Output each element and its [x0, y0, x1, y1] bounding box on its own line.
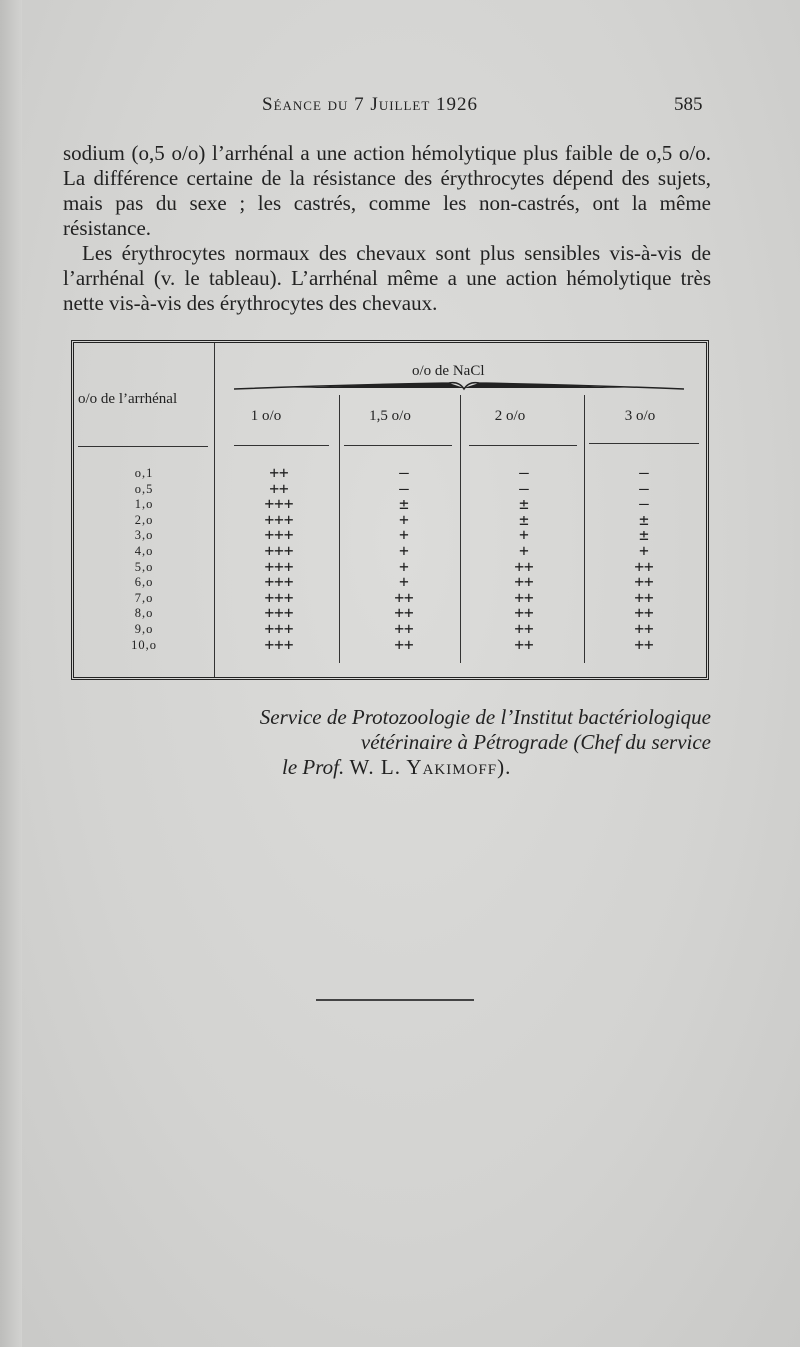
table-cell: +++: [264, 603, 294, 623]
signature-line: Service de Protozoologie de l’Institut bactériologique: [259, 705, 711, 729]
table-cell: +++: [264, 509, 294, 529]
table-cell: ++: [514, 634, 534, 654]
table-cell: —: [399, 478, 409, 498]
column-header: 1 o/o: [250, 408, 282, 424]
paragraph: Les érythrocytes normaux des chevaux sont plus sensibles vis-à-vis de l’arrhénal (v. le tableau). L’arrhénal même a une action hémolytique très nette vis-à-vis des érythrocytes des chevaux.: [63, 241, 711, 315]
row-value: 8,o: [134, 606, 154, 621]
table-cell: ++: [634, 556, 654, 576]
signature-line: vétérinaire à Pétrograde (Chef du service: [360, 730, 711, 754]
row-value: 2,o: [134, 512, 154, 527]
table-cell: +++: [264, 572, 294, 592]
table-cell: ++: [514, 603, 534, 623]
row-header-label: o/o de l’arrhénal: [78, 391, 178, 407]
column-divider: [584, 395, 585, 663]
row-value: 7,o: [134, 590, 154, 605]
table-cell: —: [639, 478, 649, 498]
table-cell: +: [639, 540, 649, 560]
page-number: 585: [674, 94, 703, 115]
column-header: 1,5 o/o: [369, 408, 411, 424]
table-cell: +: [399, 572, 409, 592]
row-value: 6,o: [134, 575, 154, 590]
row-value: o,1: [134, 466, 154, 480]
table-cell: ++: [634, 603, 654, 623]
column-divider: [460, 395, 461, 663]
table-cell: +++: [264, 587, 294, 607]
table-cell: ++: [394, 618, 414, 638]
table-cell: +++: [264, 540, 294, 560]
signature-suffix: ).: [497, 755, 512, 779]
column-cells-2: [354, 465, 454, 652]
column-header: 3 o/o: [624, 408, 656, 424]
table-cell: +++: [264, 618, 294, 638]
table-cell: ±: [519, 494, 529, 514]
signature-block: [63, 705, 711, 780]
column-divider: [339, 395, 340, 663]
table-cell: ±: [519, 509, 529, 529]
table-cell: ++: [394, 603, 414, 623]
table-cell: +++: [264, 525, 294, 545]
row-values: [104, 466, 184, 653]
row-value: 5,o: [134, 559, 154, 574]
table-cell: ++: [514, 618, 534, 638]
table-cell: +: [399, 509, 409, 529]
author-name: W. L. Yakimoff: [349, 755, 498, 779]
table-cell: +: [399, 525, 409, 545]
row-value: 9,o: [134, 621, 154, 636]
table-cell: +++: [264, 494, 294, 514]
row-value: 10,o: [131, 637, 157, 652]
end-rule: [316, 999, 474, 1001]
header-rule: [469, 445, 577, 446]
table-cell: ++: [514, 587, 534, 607]
table-cell: —: [519, 478, 529, 498]
column-cells-3: [474, 465, 574, 652]
page-header: [0, 94, 800, 124]
table-cell: —: [639, 463, 649, 482]
table-cell: ±: [399, 494, 409, 514]
table-cell: —: [639, 494, 649, 514]
table-cell: —: [519, 463, 529, 482]
table-cell: ++: [634, 572, 654, 592]
table-cell: +: [399, 540, 409, 560]
row-value: 1,o: [134, 497, 154, 512]
table-cell: ++: [634, 587, 654, 607]
table-cell: —: [399, 463, 409, 482]
signature-prefix: le Prof.: [282, 755, 345, 779]
row-value: 3,o: [134, 528, 154, 543]
table-cell: +++: [264, 634, 294, 654]
column-cells-4: [594, 465, 694, 652]
table-cell: +: [519, 540, 529, 560]
row-value: o,5: [134, 481, 154, 496]
results-table: [71, 340, 709, 680]
table-cell: +: [399, 556, 409, 576]
page-edge-shadow: [0, 0, 22, 1347]
column-cells-1: [229, 465, 329, 652]
table-cell: ±: [639, 525, 649, 545]
table-cell: +++: [264, 556, 294, 576]
table-cell: ++: [394, 634, 414, 654]
header-rule: [589, 443, 699, 444]
table-cell: ±: [639, 509, 649, 529]
running-head: Séance du 7 Juillet 1926: [262, 94, 479, 115]
table-cell: ++: [514, 572, 534, 592]
paragraph: sodium (o,5 o/o) l’arrhénal a une action hémolytique plus faible de o,5 o/o. La différence certaine de la résistance des érythrocytes dépend des sujets, mais pas du sexe ; les castrés, comme les non-castrés, ont la même résistance.: [63, 141, 711, 240]
body-text: [63, 141, 711, 316]
group-header-label: o/o de NaCl: [412, 363, 485, 379]
column-header: 2 o/o: [494, 408, 526, 424]
table-cell: ++: [514, 556, 534, 576]
table-cell: ++: [634, 634, 654, 654]
group-header-brace: [234, 381, 684, 397]
table-cell: +: [519, 525, 529, 545]
row-value: 4,o: [134, 543, 154, 558]
header-rule: [234, 445, 329, 446]
table-cell: ++: [394, 587, 414, 607]
header-rule: [78, 446, 208, 447]
signature-line: [63, 755, 711, 780]
table-cell: ++: [269, 478, 289, 498]
header-rule: [344, 445, 452, 446]
table-cell: ++: [634, 618, 654, 638]
table-cell: ++: [269, 463, 289, 482]
